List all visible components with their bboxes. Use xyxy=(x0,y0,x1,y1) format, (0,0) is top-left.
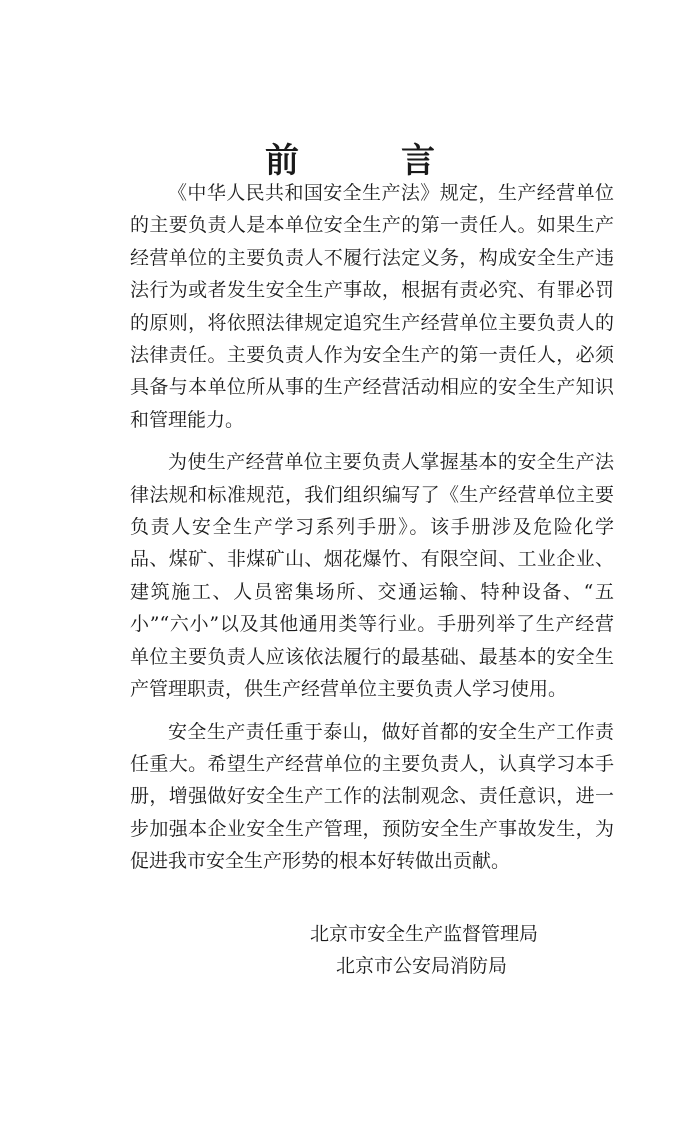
preface-body xyxy=(130,177,614,888)
signature-block xyxy=(310,918,550,982)
signature-issuer-1: 北京市安全生产监督管理局 xyxy=(310,923,539,945)
paragraph-3: 安全生产责任重于泰山，做好首都的安全生产工作责任重大。希望生产经营单位的主要负责人，认真学习本手册，增强做好安全生产工作的法制观念、责任意识，进一步加强本企业安全生产管理，预防安全生产事故发生，为促进我市安全生产形势的根本好转做出贡献。 xyxy=(130,720,614,873)
signature-issuer-2: 北京市公安局消防局 xyxy=(336,955,508,977)
page-title: 前 言 xyxy=(265,140,469,181)
paragraph-2: 为使生产经营单位主要负责人掌握基本的安全生产法律法规和标准规范，我们组织编写了《生产经营单位主要负责人安全生产学习系列手册》。该手册涉及危险化学品、煤矿、非煤矿山、烟花爆竹、有限空间、工业企业、建筑施工、人员密集场所、交通运输、特种设备、“五小”“六小”以及其他通用类等行业。手册列举了生产经营单位主要负责人应该依法履行的最基础、最基本的安全生产管理职责，供生产经营单位主要负责人学习使用。 xyxy=(130,451,614,701)
paragraph-1: 《中华人民共和国安全生产法》规定，生产经营单位的主要负责人是本单位安全生产的第一责任人。如果生产经营单位的主要负责人不履行法定义务，构成安全生产违法行为或者发生安全生产事故，根据有责必究、有罪必罚的原则，将依照法律规定追究生产经营单位主要负责人的法律责任。主要负责人作为安全生产的第一责任人，必须具备与本单位所从事的生产经营活动相应的安全生产知识和管理能力。 xyxy=(130,182,614,431)
